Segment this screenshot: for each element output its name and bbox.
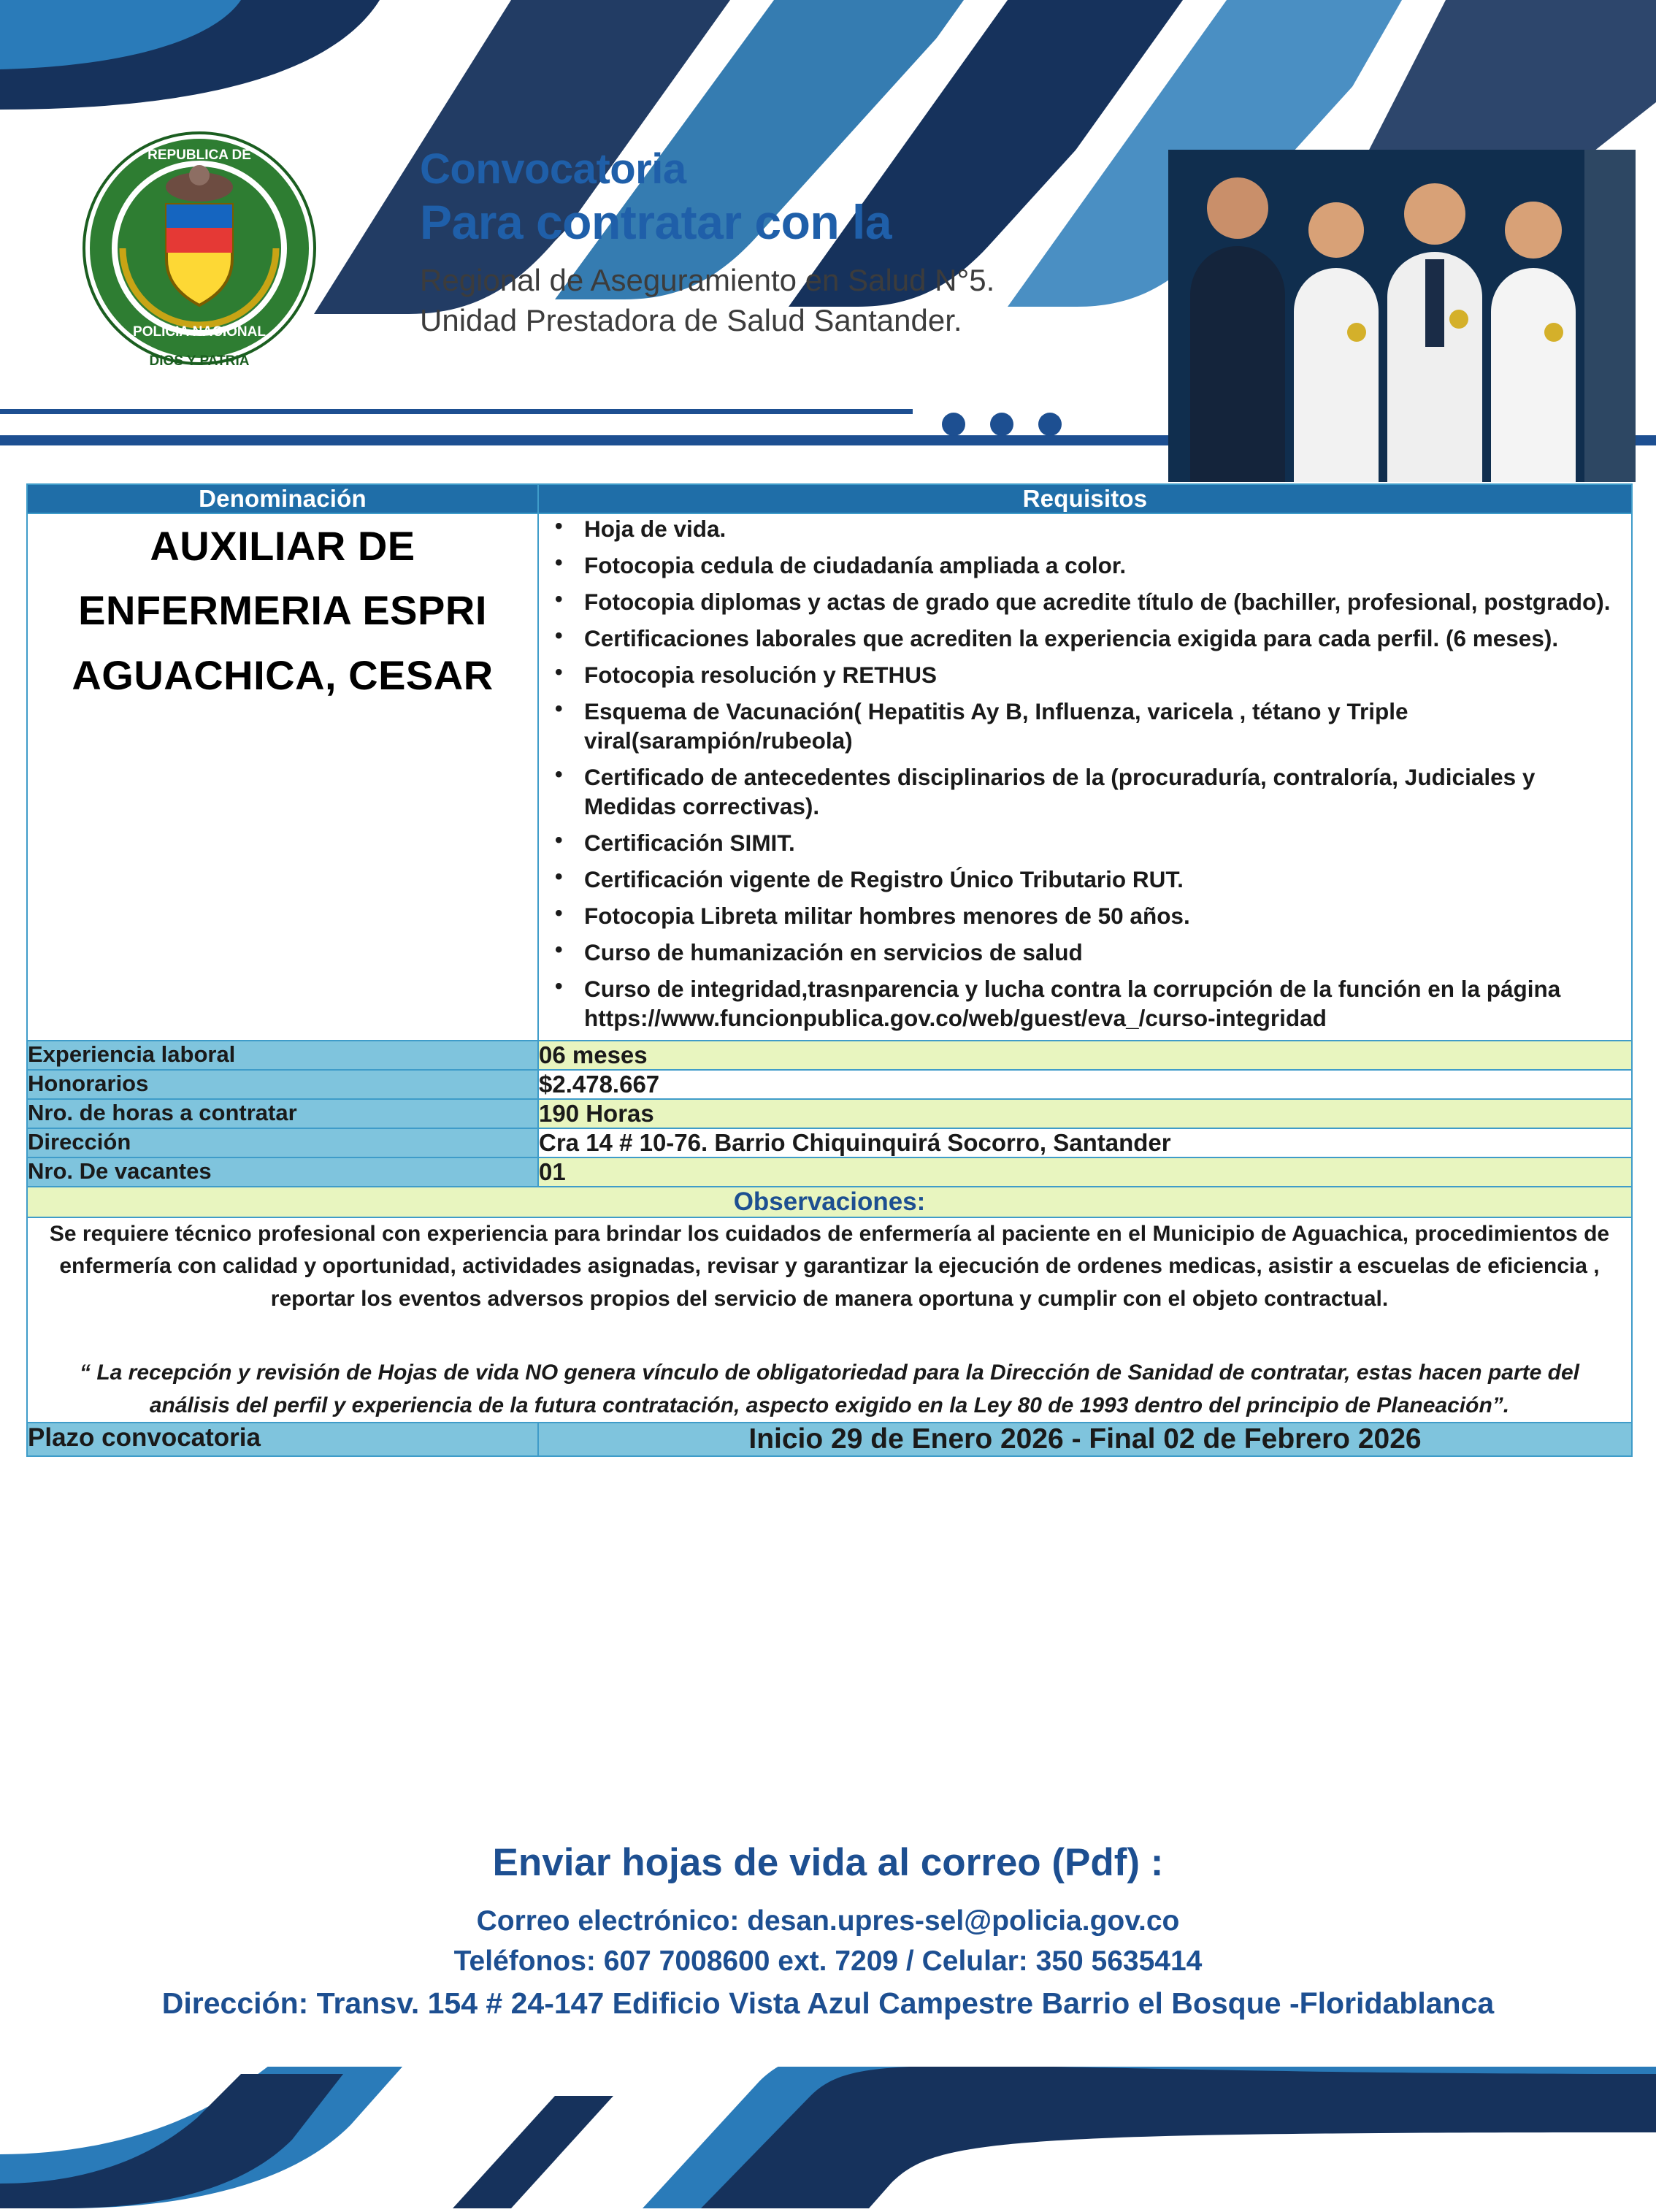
contact-address-line: Dirección: Transv. 154 # 24-147 Edificio Vista Azul Campestre Barrio el Bosque -Floridablanca bbox=[161, 1986, 1495, 2020]
list-item: • Certificado de antecedentes disciplinarios de la (procuraduría, contraloría, Judiciales y Medidas correctivas). bbox=[539, 762, 1631, 821]
svg-text:REPUBLICA DE: REPUBLICA DE bbox=[147, 148, 251, 163]
table-row-observaciones-body bbox=[27, 1217, 1632, 1423]
label-direccion: Dirección bbox=[27, 1128, 538, 1157]
table-row-horas bbox=[27, 1099, 1632, 1128]
denominacion-value: AUXILIAR DE ENFERMERIA ESPRI AGUACHICA, CESAR bbox=[72, 523, 494, 698]
value-direccion: Cra 14 # 10-76. Barrio Chiquinquirá Socorro, Santander bbox=[538, 1128, 1632, 1157]
value-honorarios: $2.478.667 bbox=[538, 1070, 1632, 1099]
header-line-regional: Regional de Aseguramiento en Salud N°5. bbox=[420, 262, 995, 297]
svg-text:DIOS Y PATRIA: DIOS Y PATRIA bbox=[149, 353, 250, 369]
header-line-unidad: Unidad Prestadora de Salud Santander. bbox=[420, 303, 962, 338]
label-experiencia-laboral: Experiencia laboral bbox=[27, 1041, 538, 1070]
list-item: • Esquema de Vacunación( Hepatitis Ay B, Influenza, varicela , tétano y Triple viral(sarampión/rubeola) bbox=[539, 697, 1631, 755]
table-row-plazo bbox=[27, 1423, 1632, 1456]
list-item: • Fotocopia diplomas y actas de grado que acredite título de (bachiller, profesional, postgrado). bbox=[539, 587, 1631, 616]
list-item: • Fotocopia resolución y RETHUS bbox=[539, 660, 1631, 689]
header-line-para-contratar: Para contratar con la bbox=[420, 194, 892, 249]
observaciones-legal-note: “ La recepción y revisión de Hojas de vida NO genera vínculo de obligatoriedad para la Dirección de Sanidad de contratar, estas hacen parte del análisis del perfil y experiencia de la futura contratación, aspecto exigido en la Ley 80 de 1993 dentro del principio de Planeación”. bbox=[80, 1361, 1579, 1418]
value-nro-vacantes: 01 bbox=[538, 1157, 1632, 1187]
value-nro-horas: 190 Horas bbox=[538, 1099, 1632, 1128]
label-nro-horas: Nro. de horas a contratar bbox=[27, 1099, 538, 1128]
list-item: • Hoja de vida. bbox=[539, 514, 1631, 543]
value-plazo-convocatoria: Inicio 29 de Enero 2026 - Final 02 de Febrero 2026 bbox=[538, 1423, 1632, 1456]
observaciones-cell bbox=[27, 1217, 1632, 1423]
header-dots-decoration bbox=[942, 413, 1062, 436]
list-item: • Curso de humanización en servicios de salud bbox=[539, 938, 1631, 967]
list-item: • Certificación vigente de Registro Único Tributario RUT. bbox=[539, 865, 1631, 894]
footer-decoration bbox=[0, 2067, 1656, 2208]
table-row-main bbox=[27, 513, 1632, 1041]
vacancy-table bbox=[26, 483, 1633, 1457]
label-plazo-convocatoria: Plazo convocatoria bbox=[27, 1423, 538, 1456]
col-header-requisitos: Requisitos bbox=[538, 484, 1632, 513]
list-item: • Certificaciones laborales que acrediten la experiencia exigida para cada perfil. (6 meses). bbox=[539, 624, 1631, 653]
contact-title: Enviar hojas de vida al correo (Pdf) : bbox=[492, 1841, 1164, 1884]
requisitos-list bbox=[539, 514, 1631, 1033]
svg-text:POLICIA NACIONAL: POLICIA NACIONAL bbox=[133, 324, 266, 340]
requisitos-cell bbox=[538, 513, 1632, 1041]
label-honorarios: Honorarios bbox=[27, 1070, 538, 1099]
vacancy-sheet bbox=[26, 483, 1631, 1457]
police-crest-icon bbox=[79, 117, 320, 380]
list-item: • Curso de integridad,trasnparencia y lucha contra la corrupción de la función en la página https://www.funcionpublica.gov.co/web/guest/eva_/curso-integridad bbox=[539, 974, 1631, 1033]
list-item: • Fotocopia cedula de ciudadanía ampliada a color. bbox=[539, 551, 1631, 580]
page-header bbox=[0, 0, 1656, 482]
observaciones-title: Observaciones: bbox=[27, 1187, 1632, 1217]
observaciones-text: Se requiere técnico profesional con experiencia para brindar los cuidados de enfermería al paciente en el Municipio de Aguachica, procedimientos de enfermería con calidad y oportunidad, actividades asignadas, revisar y garantizar la ejecución de ordenes medicas, asistir a escuelas de eficiencia , reportar los eventos adversos propios del servicio de manera oportuna y cumplir con el objeto contractual. bbox=[49, 1222, 1610, 1311]
value-experiencia-laboral: 06 meses bbox=[538, 1041, 1632, 1070]
header-line-convocatoria: Convocatoria bbox=[420, 145, 686, 193]
list-item: • Certificación SIMIT. bbox=[539, 828, 1631, 857]
table-row-direccion bbox=[27, 1128, 1632, 1157]
label-nro-vacantes: Nro. De vacantes bbox=[27, 1157, 538, 1187]
denominacion-cell bbox=[27, 513, 538, 1041]
contact-email-line[interactable]: Correo electrónico: desan.upres-sel@policia.gov.co bbox=[476, 1905, 1180, 1937]
table-row-vacantes bbox=[27, 1157, 1632, 1187]
table-header-row bbox=[27, 484, 1632, 513]
table-row-honorarios bbox=[27, 1070, 1632, 1099]
contact-block bbox=[0, 1840, 1656, 2024]
health-staff-photo bbox=[1168, 150, 1636, 482]
table-row-experiencia bbox=[27, 1041, 1632, 1070]
col-header-denominacion: Denominación bbox=[27, 484, 538, 513]
table-row-observaciones-title bbox=[27, 1187, 1632, 1217]
contact-phone-line: Teléfonos: 607 7008600 ext. 7209 / Celular: 350 5635414 bbox=[453, 1945, 1203, 1978]
list-item: • Fotocopia Libreta militar hombres menores de 50 años. bbox=[539, 901, 1631, 930]
header-title-block bbox=[420, 146, 1281, 341]
